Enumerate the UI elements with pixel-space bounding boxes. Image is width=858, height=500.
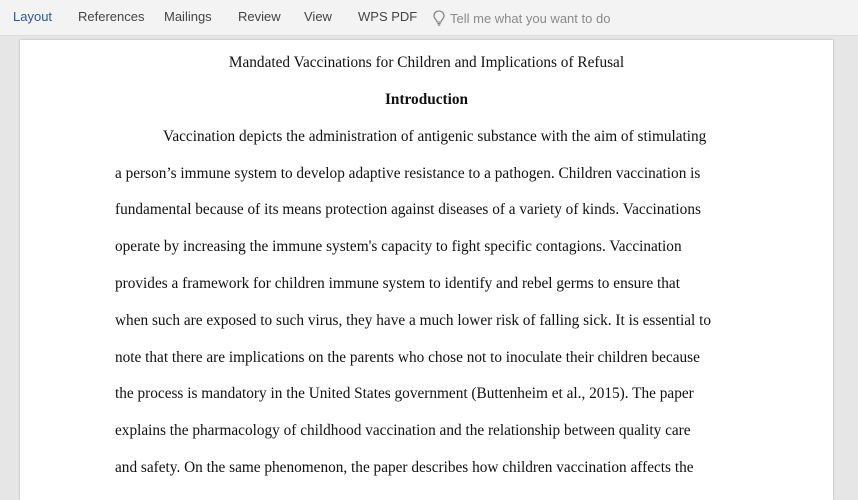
tab-mailings[interactable]: Mailings [164,9,212,24]
paragraph-line: note that there are implications on the parents who chose not to inoculate their children because [115,349,700,366]
paragraph-line: explains the pharmacology of childhood vaccination and the relationship between quality care [115,422,691,439]
document-workspace[interactable] [0,36,858,483]
tell-me-placeholder: Tell me what you want to do [450,10,611,26]
tell-me-search[interactable] [433,8,610,28]
paragraph-line: operate by increasing the immune system's capacity to fight specific contagions. Vaccination [115,238,682,255]
ribbon-tab-bar [0,0,858,36]
paragraph-line: a person’s immune system to develop adaptive resistance to a pathogen. Children vaccination is [115,165,701,182]
document-title: Mandated Vaccinations for Children and Implications of Refusal [228,54,625,71]
paragraph-line: fundamental because of its means protection against diseases of a variety of kinds. Vaccinations [115,201,701,218]
paragraph-line: provides a framework for children immune system to identify and rebel germs to ensure that [115,275,680,292]
paragraph-line: Vaccination depicts the administration of antigenic substance with the aim of stimulating [163,128,707,145]
section-heading: Introduction [384,91,469,108]
paragraph-line: when such are exposed to such virus, they have a much lower risk of falling sick. It is essential to [115,312,712,329]
document-page[interactable] [20,40,833,500]
paragraph-line: the process is mandatory in the United States government (Buttenheim et al., 2015). The paper [115,385,694,402]
tab-layout[interactable]: Layout [13,9,53,24]
tab-view[interactable]: View [304,9,332,24]
tab-wps-pdf[interactable]: WPS PDF [358,9,418,24]
paragraph-line: and safety. On the same phenomenon, the paper describes how children vaccination affects the [115,459,694,476]
lightbulb-icon [433,10,445,26]
tab-review[interactable]: Review [238,9,281,24]
tab-references[interactable]: References [78,9,145,24]
